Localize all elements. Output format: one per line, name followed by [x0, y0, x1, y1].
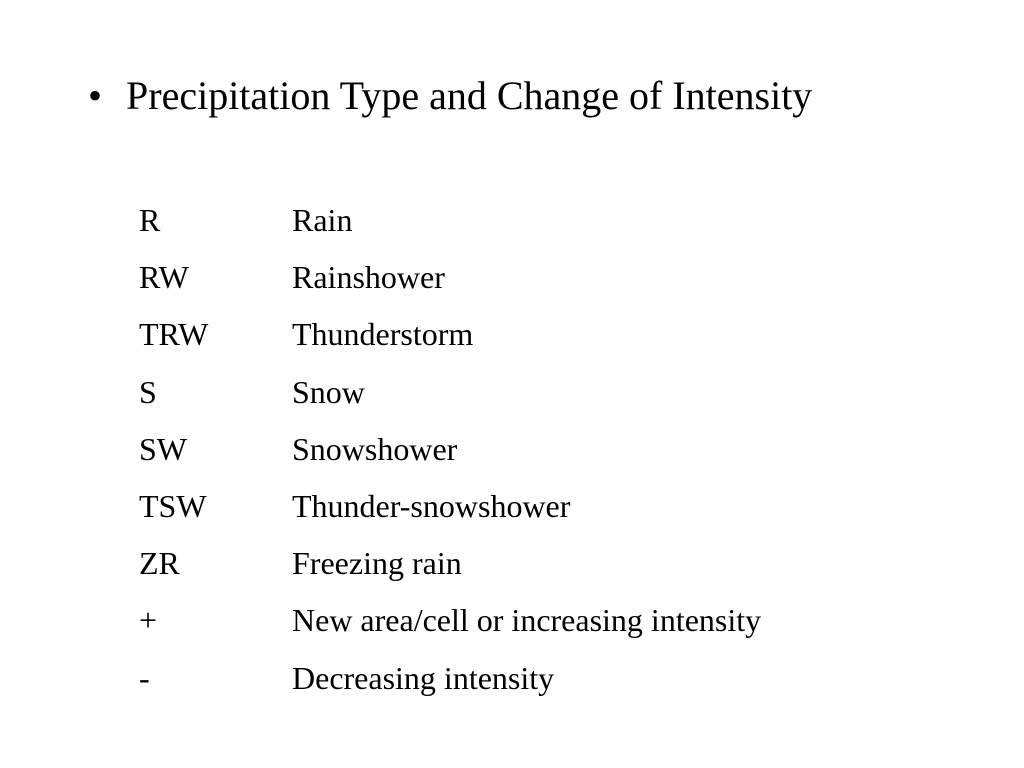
- table-row: [139, 650, 761, 707]
- meaning-cell: Rainshower: [292, 259, 445, 296]
- bullet-heading: [88, 70, 812, 122]
- code-cell: R: [139, 202, 161, 239]
- meaning-cell: New area/cell or increasing intensity: [292, 602, 762, 639]
- table-row: [139, 421, 761, 478]
- code-cell: SW: [139, 430, 187, 467]
- meaning-cell: Thunder-snowshower: [292, 488, 571, 525]
- code-cell: -: [139, 659, 150, 696]
- table-row: [139, 364, 761, 421]
- code-cell: S: [139, 373, 157, 410]
- meaning-cell: Thunderstorm: [292, 316, 474, 353]
- table-row: [139, 478, 761, 535]
- code-cell: ZR: [139, 545, 180, 582]
- bullet-icon: •: [88, 73, 103, 118]
- meaning-cell: Rain: [292, 202, 353, 239]
- meaning-cell: Freezing rain: [292, 545, 462, 582]
- slide-title: Precipitation Type and Change of Intensity: [126, 73, 813, 118]
- meaning-cell: Snow: [292, 373, 365, 410]
- table-row: [139, 535, 761, 592]
- table-row: [139, 306, 761, 363]
- code-cell: TRW: [139, 316, 209, 353]
- code-cell: +: [139, 602, 158, 639]
- meaning-cell: Snowshower: [292, 430, 458, 467]
- code-cell: RW: [139, 259, 189, 296]
- meaning-cell: Decreasing intensity: [292, 659, 555, 696]
- precipitation-code-table: [139, 192, 761, 707]
- table-row: [139, 592, 761, 649]
- table-row: [139, 249, 761, 306]
- table-row: [139, 192, 761, 249]
- code-cell: TSW: [139, 488, 207, 525]
